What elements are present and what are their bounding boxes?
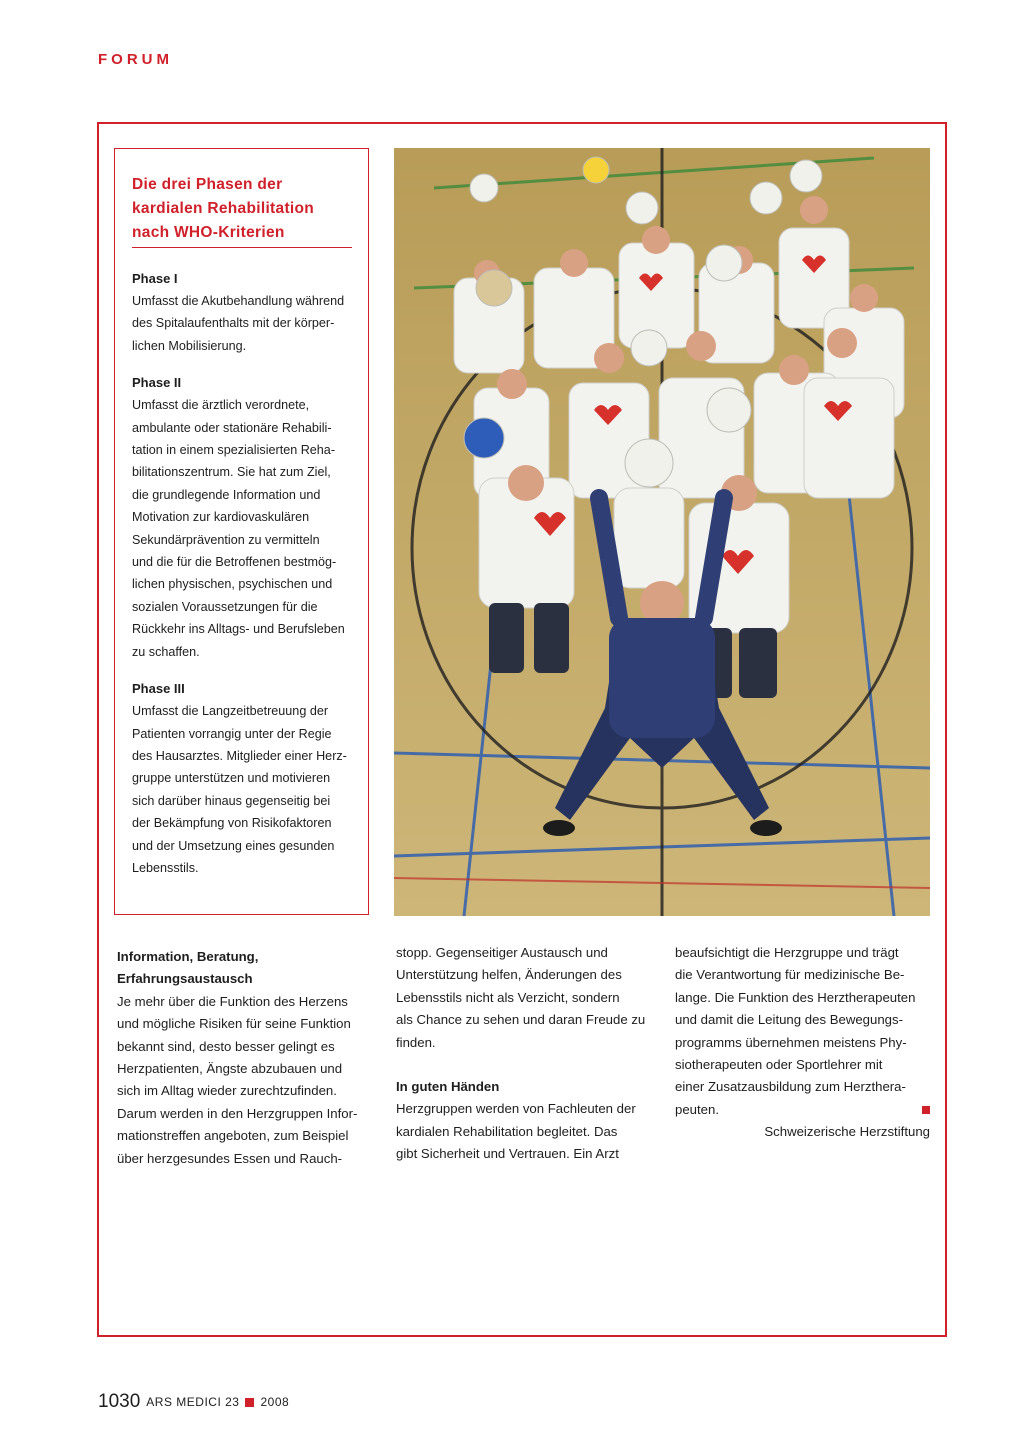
article-column-3: [675, 942, 930, 1144]
article-column-1: [117, 946, 372, 1170]
phase-3-heading: Phase III: [132, 681, 185, 697]
paragraph-good-hands: Herzgruppen werden von Fachleuten der kardialen Rehabilitation begleitet. Das gibt Sicherheit und Vertrauen. Ein Arzt: [396, 1101, 636, 1162]
subheading-good-hands: In guten Händen: [396, 1079, 500, 1095]
paragraph-good-hands-continued: beaufsichtigt die Herzgruppe und trägt die Verantwortung für medizinische Be- lange. Die Funktion des Herztherapeuten und damit die Leitung des Bewegungs- programms übernehmen meistens Phy- siotherapeuten oder Sportlehrer mit einer Zusatzausbildung zum Herzthera- peuten.: [675, 942, 930, 1121]
page-number: 1030: [98, 1391, 141, 1412]
phase-2-heading: Phase II: [132, 375, 182, 391]
footer-square-icon: [245, 1398, 254, 1407]
phase-2-text: Umfasst die ärztlich verordnete, ambulante oder stationäre Rehabili- tation in einem spezialisierten Reha- bilitationszentrum. Sie hat zum Ziel, die grundlegende Information und Motivation zur kardiovaskulären Sekundärprävention zu vermitteln und die für die Betroffenen bestmög- lichen physischen, psychischen und sozialen Voraussetzungen für die Rückkehr ins Alltags- und Berufsleben zu schaffen.: [132, 398, 345, 659]
magazine-issue: ARS MEDICI 23: [146, 1395, 240, 1409]
section-header: FORUM: [98, 51, 173, 68]
info-box: [114, 148, 369, 915]
end-of-article-marker: [922, 1106, 930, 1114]
article-column-2: [396, 942, 651, 1166]
article-author: Schweizerische Herzstiftung: [764, 1124, 930, 1140]
phase-3-text: Umfasst die Langzeitbetreuung der Patienten vorrangig unter der Regie des Hausarztes. Mitglieder einer Herz- gruppe unterstützen und motivieren sich darüber hinaus gegenseitig bei der Bekämpfung von Risikofaktoren und der Umsetzung eines gesunden Lebensstils.: [132, 704, 347, 875]
subheading-information: Information, Beratung, Erfahrungsaustausch: [117, 949, 259, 987]
group-photo: [394, 148, 930, 916]
phase-1-heading: Phase I: [132, 271, 178, 286]
magazine-year: 2008: [260, 1395, 290, 1409]
gym-photo-illustration: [394, 148, 930, 916]
page-footer: [98, 1391, 289, 1413]
phase-1-text: Umfasst die Akutbehandlung während des Spitalaufenthalts mit der körper- lichen Mobilisierung.: [132, 294, 345, 353]
paragraph-continued: stopp. Gegenseitiger Austausch und Unterstützung helfen, Änderungen des Lebensstils nicht als Verzicht, sondern als Chance zu sehen und daran Freude zu finden.: [396, 945, 646, 1050]
paragraph-information: Je mehr über die Funktion des Herzens und mögliche Risiken für seine Funktion bekannt sind, desto besser gelingt es Herzpatienten, Ängste abzubauen und sich im Alltag wieder zurechtzufinden. Darum werden in den Herzgruppen Infor- mationstreffen angeboten, zum Beispiel über herzgesundes Essen und Rauch-: [117, 993, 358, 1166]
info-box-title: Die drei Phasen der kardialen Rehabilitation nach WHO-Kriterien: [132, 173, 352, 248]
